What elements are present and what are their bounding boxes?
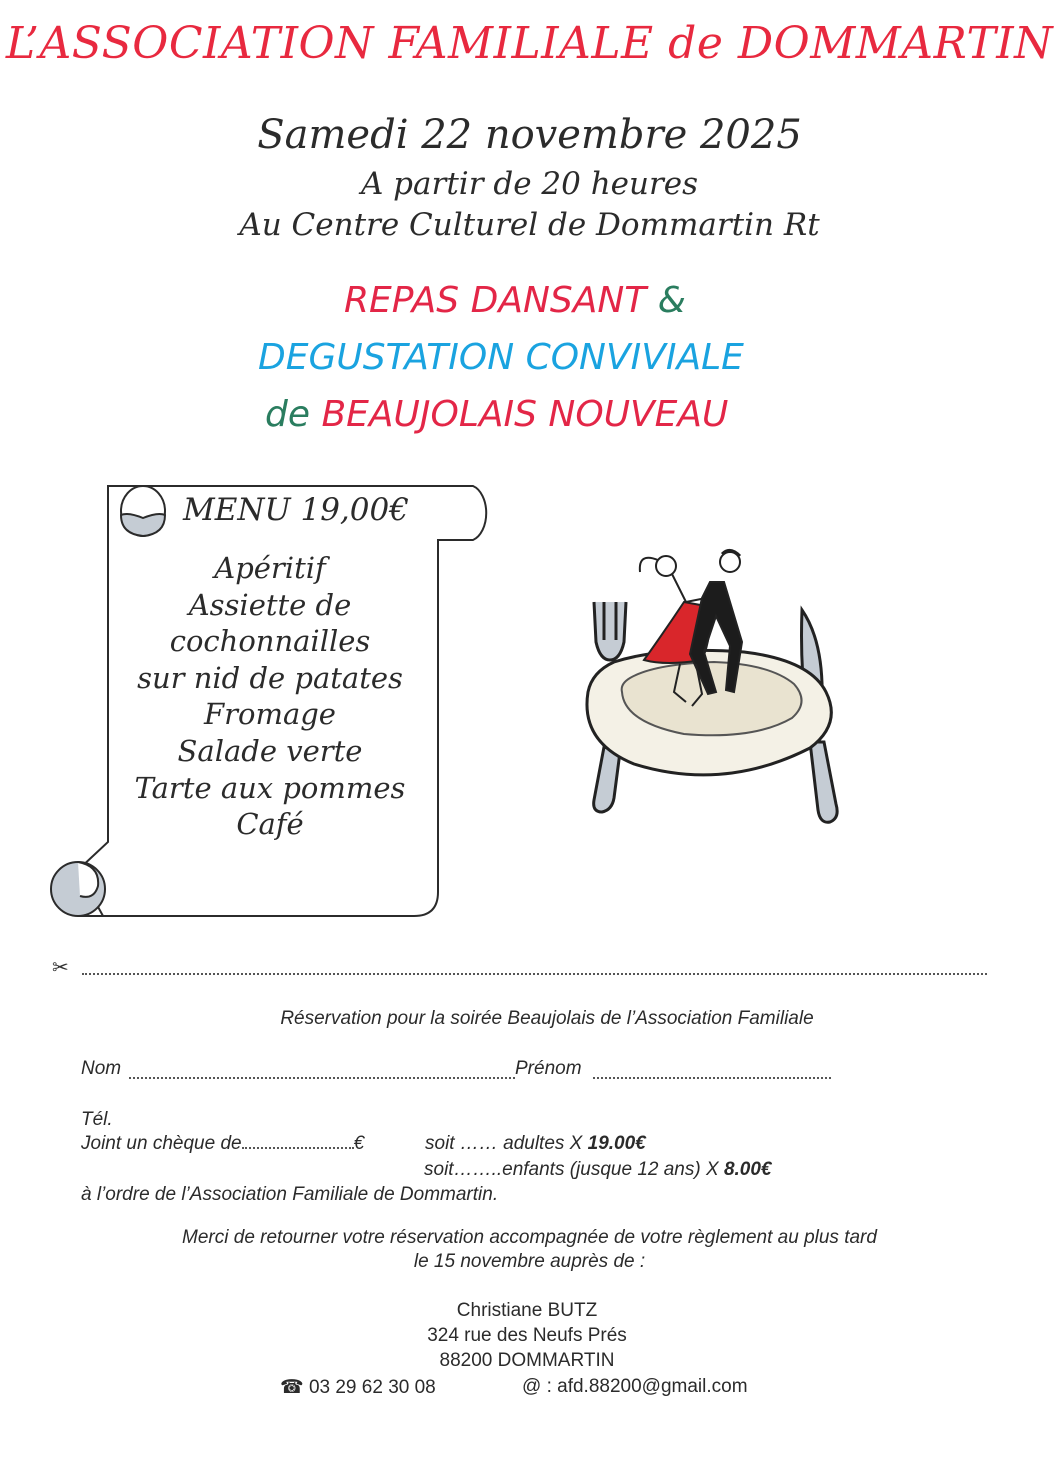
contact-address: 324 rue des Neufs Prés xyxy=(427,1325,627,1346)
dancing-couple-illustration xyxy=(574,542,844,827)
children-row xyxy=(424,1159,771,1181)
contact-city: 88200 DOMMARTIN xyxy=(439,1350,615,1371)
adults-label: soit …… adultes X xyxy=(425,1133,588,1154)
nom-label: Nom xyxy=(81,1058,122,1079)
menu-item: Fromage xyxy=(204,697,336,732)
cheque-amount-field[interactable] xyxy=(242,1147,354,1149)
tel-label: Tél. xyxy=(81,1109,113,1130)
menu-item: sur nid de patates xyxy=(137,660,403,695)
cut-line xyxy=(52,955,987,980)
beaujolais-text: BEAUJOLAIS NOUVEAU xyxy=(321,394,729,435)
return-line-1: Merci de retourner votre réservation accompagnée de votre règlement au plus tard xyxy=(182,1227,877,1248)
reservation-title: Réservation pour la soirée Beaujolais de l’Association Familiale xyxy=(280,1008,814,1029)
contact-email xyxy=(522,1376,748,1398)
menu-title: MENU 19,00€ xyxy=(183,492,409,528)
nom-field[interactable] xyxy=(129,1077,515,1079)
menu-item: Tarte aux pommes xyxy=(134,770,406,805)
contact-name: Christiane BUTZ xyxy=(456,1300,598,1321)
de-text: de xyxy=(265,394,310,435)
prenom-label: Prénom xyxy=(515,1058,582,1079)
email-address[interactable]: afd.88200@gmail.com xyxy=(557,1376,748,1397)
event-place: Au Centre Culturel de Dommartin Rt xyxy=(239,207,820,243)
contact-phone xyxy=(280,1376,436,1399)
event-line-3 xyxy=(265,394,728,435)
phone-number: 03 29 62 30 08 xyxy=(308,1377,436,1398)
menu-item: Café xyxy=(236,807,304,842)
cheque-row xyxy=(81,1133,364,1155)
event-line-2: DEGUSTATION CONVIVIALE xyxy=(258,337,744,378)
repas-dansant-text: REPAS DANSANT xyxy=(344,280,647,321)
children-price: 8.00€ xyxy=(723,1159,772,1180)
email-label: @ : xyxy=(522,1376,558,1397)
menu-item: Assiette de xyxy=(188,587,352,622)
ampersand-text: & xyxy=(657,280,686,321)
menu-item: Salade verte xyxy=(177,733,363,768)
dotted-separator xyxy=(82,973,987,975)
scissors-icon: ✂ xyxy=(52,957,69,979)
menu-item: Apéritif xyxy=(214,551,326,585)
event-line-1 xyxy=(344,280,686,321)
adults-price: 19.00€ xyxy=(587,1133,646,1154)
cheque-label: Joint un chèque de xyxy=(81,1133,242,1154)
children-label: soit……..enfants (jusque 12 ans) X xyxy=(424,1159,724,1180)
adults-row xyxy=(425,1133,646,1155)
return-line-2: le 15 novembre auprès de : xyxy=(413,1251,646,1272)
return-instructions xyxy=(0,1226,1059,1274)
menu-list xyxy=(110,550,430,843)
prenom-field[interactable] xyxy=(593,1077,831,1079)
menu-item: cochonnailles xyxy=(169,624,371,659)
event-time: A partir de 20 heures xyxy=(360,166,699,202)
event-date: Samedi 22 novembre 2025 xyxy=(257,112,802,158)
cheque-unit: € xyxy=(353,1133,365,1154)
phone-icon: ☎ xyxy=(280,1377,304,1398)
payable-to: à l’ordre de l’Association Familiale de Dommartin. xyxy=(81,1184,499,1205)
page-title: L’ASSOCIATION FAMILIALE de DOMMARTIN xyxy=(5,18,1054,69)
